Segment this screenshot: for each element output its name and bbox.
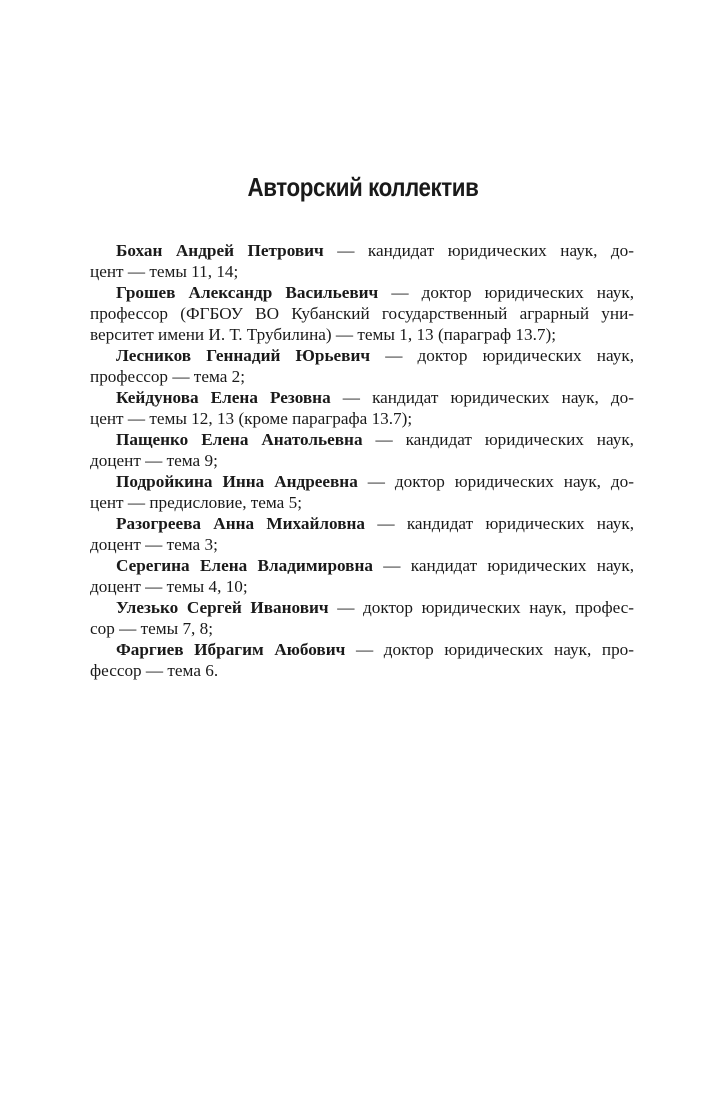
- author-description: — кандидат юридических наук, до-: [323, 241, 634, 260]
- author-description: — доктор юридических наук,: [378, 283, 634, 302]
- author-entry: [90, 387, 634, 429]
- author-entry: [90, 597, 634, 639]
- author-name: Разогреева Анна Михайловна: [116, 514, 366, 533]
- entry-line: доцент — темы 4, 10;: [90, 577, 248, 596]
- author-name: Фаргиев Ибрагим Аюбович: [116, 640, 346, 659]
- author-entry: [90, 240, 634, 282]
- author-entry: [90, 282, 634, 345]
- author-description: — кандидат юридических наук,: [365, 514, 634, 533]
- page-title: Авторский коллектив: [247, 172, 479, 202]
- entry-line: цент — темы 12, 13 (кроме параграфа 13.7);: [90, 409, 413, 428]
- author-description: — кандидат юридических наук,: [372, 556, 634, 575]
- author-name: Бохан Андрей Петрович: [116, 241, 324, 260]
- author-entry: [90, 639, 634, 681]
- author-description: — доктор юридических наук, про-: [345, 640, 634, 659]
- entry-line: [90, 639, 634, 660]
- entry-line: доцент — тема 3;: [90, 535, 218, 554]
- author-name: Грошев Александр Васильевич: [116, 283, 379, 302]
- entry-line: [90, 387, 634, 408]
- entry-line: [90, 597, 634, 618]
- entry-line: [90, 429, 634, 450]
- author-entry: [90, 513, 634, 555]
- author-name: Улезько Сергей Иванович: [116, 598, 329, 617]
- entry-line: [90, 282, 634, 303]
- entry-line: цент — предисловие, тема 5;: [90, 493, 302, 512]
- entry-line: [90, 240, 634, 261]
- authors-list: [90, 240, 634, 681]
- author-name: Кейдунова Елена Резовна: [116, 388, 331, 407]
- entry-line: профессор — тема 2;: [90, 367, 245, 386]
- entry-line: верситет имени И. Т. Трубилина) — темы 1, 13 (параграф 13.7);: [90, 325, 556, 344]
- author-entry: [90, 345, 634, 387]
- entry-line: доцент — тема 9;: [90, 451, 218, 470]
- author-description: — доктор юридических наук, до-: [357, 472, 634, 491]
- author-name: Подройкина Инна Андреевна: [116, 472, 358, 491]
- author-entry: [90, 429, 634, 471]
- author-description: — доктор юридических наук, профес-: [328, 598, 634, 617]
- author-name: Пащенко Елена Анатольевна: [116, 430, 363, 449]
- author-name: Лесников Геннадий Юрьевич: [116, 346, 371, 365]
- entry-line: цент — темы 11, 14;: [90, 262, 239, 281]
- author-description: — доктор юридических наук,: [370, 346, 634, 365]
- author-description: — кандидат юридических наук, до-: [330, 388, 634, 407]
- entry-line: [90, 471, 634, 492]
- author-entry: [90, 471, 634, 513]
- entry-line: сор — темы 7, 8;: [90, 619, 214, 638]
- entry-line: [90, 345, 634, 366]
- entry-line: профессор (ФГБОУ ВО Кубанский государственный аграрный уни-: [90, 304, 634, 323]
- entry-line: [90, 555, 634, 576]
- author-description: — кандидат юридических наук,: [362, 430, 634, 449]
- author-name: Серегина Елена Владимировна: [116, 556, 373, 575]
- author-entry: [90, 555, 634, 597]
- entry-line: [90, 513, 634, 534]
- entry-line: фессор — тема 6.: [90, 661, 219, 680]
